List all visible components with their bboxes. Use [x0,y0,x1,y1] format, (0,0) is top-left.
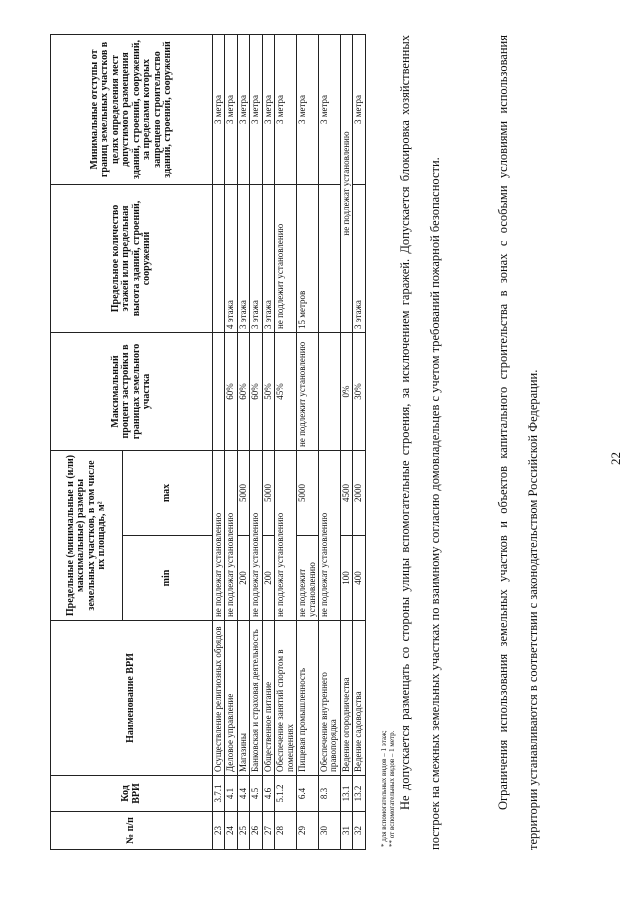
cell-percent: 45% [275,332,297,450]
cell-percent: 60% [250,332,262,450]
cell-code: 4.1 [225,776,237,812]
cell-percent: 50% [262,332,274,450]
cell-size-merged: не подлежат установлению [275,450,297,620]
table-row [340,34,352,849]
cell-no: 29 [297,812,319,850]
cell-floors: 15 метров [297,184,319,332]
cell-size-merged: не подлежат установлению [213,450,225,620]
cell-name: Банковская и страховая деятельность [250,621,262,776]
footnote: * для вспомогательных видов – 1 этаж; [380,730,388,847]
cell-floors [318,184,340,332]
header-percent: Максимальный процент застройки в границах земельного участка [51,332,213,450]
cell-percent: 0% [340,332,352,450]
cell-percent: не подлежит установлению [297,332,319,450]
header-floors: Предельное количество этажей или предельная высота зданий, строений, сооружений [51,184,213,332]
table-row [250,34,262,849]
header-min: min [123,536,213,621]
paragraph-restrictions-structures: Не допускается размещать со стороны улицы вспомогательные строения, за исключением гаражей. Допускается блокировка хозяйственных построек на смежных земельных участках по взаимному согласию домовладельцев с учетом требований пожарной безопасности. [398,35,442,850]
cell-floors: не подлежит установлению [275,184,297,332]
cell-name: Ведение огородничества [340,621,352,776]
table-row [297,34,319,849]
header-setback: Минимальные отступы от границ земельных участков в целях определения мест допустимого размещения зданий, строений, сооружений, за пределами которых запрещено строительство зданий, строений, сооружений [51,34,213,184]
cell-name: Ведение садоводства [353,621,365,776]
header-name: Наименование ВРИ [51,621,213,776]
cell-size-merged: не подлежат установлению [318,450,340,620]
table-row [353,34,365,849]
cell-percent [318,332,340,450]
cell-code: 4.6 [262,776,274,812]
cell-max: 5000 [297,450,319,535]
cell-percent: 60% [237,332,249,450]
cell-name: Обеспечение занятий спортом в помещениях [275,621,297,776]
cell-code: 4.5 [250,776,262,812]
cell-name: Пищевая промышленность [297,621,319,776]
cell-code: 13.1 [340,776,352,812]
cell-min: 400 [353,536,365,621]
cell-size-merged: не подлежат установлению [225,450,237,620]
cell-min: 100 [340,536,352,621]
cell-code: 4.4 [237,776,249,812]
table-row [262,34,274,849]
cell-size-merged: не подлежат установлению [250,450,262,620]
cell-min: не подлежит установлению [297,536,319,621]
cell-name: Деловое управление [225,621,237,776]
cell-min: 200 [237,536,249,621]
cell-percent: 30% [353,332,365,450]
cell-no: 27 [262,812,274,850]
cell-setback: 3 метра [353,34,365,184]
cell-setback: 3 метра [275,34,297,184]
table-row [213,34,225,849]
cell-floors-setback-merged: не подлежат установлению [340,34,352,332]
table-row [225,34,237,849]
cell-floors: 4 этажа [225,184,237,332]
cell-setback: 3 метра [250,34,262,184]
cell-name: Осуществление религиозных обрядов [213,621,225,776]
header-max: max [123,450,213,535]
header-no: № п/п [51,812,213,850]
cell-no: 26 [250,812,262,850]
cell-no: 23 [213,812,225,850]
zoning-parameters-table [50,34,366,850]
page-number: 22 [608,452,623,465]
cell-setback: 3 метра [225,34,237,184]
cell-min: 200 [262,536,274,621]
cell-setback: 3 метра [213,34,225,184]
header-size-group: Предельные (минимальные и (или) максимальные) размеры земельных участков, в том числе их площадь, м² [51,450,123,620]
cell-code: 3.7.1 [213,776,225,812]
cell-floors: 3 этажа [262,184,274,332]
cell-code: 8.3 [318,776,340,812]
table-row [275,34,297,849]
cell-setback: 3 метра [318,34,340,184]
cell-setback: 3 метра [237,34,249,184]
cell-name: Общественное питание [262,621,274,776]
cell-no: 32 [353,812,365,850]
cell-name: Обеспечение внутреннего правопорядка [318,621,340,776]
cell-floors [213,184,225,332]
cell-no: 24 [225,812,237,850]
cell-floors: 3 этажа [237,184,249,332]
footnote: ** от вспомогательных видов – 1 метр. [388,730,397,847]
cell-max: 2000 [353,450,365,535]
cell-setback: 3 метра [262,34,274,184]
paragraph-restrictions-zones: Ограничения использования земельных участков и объектов капитального строительства в зонах с особыми условиями использования территории устанавливаются в соответствии с законодательством Российской Федерации. [496,35,540,850]
cell-floors: 3 этажа [353,184,365,332]
cell-max: 4500 [340,450,352,535]
cell-max: 5000 [237,450,249,535]
table-row [237,34,249,849]
cell-floors: 3 этажа [250,184,262,332]
cell-code: 13.2 [353,776,365,812]
cell-no: 25 [237,812,249,850]
cell-max: 5000 [262,450,274,535]
cell-no: 31 [340,812,352,850]
cell-setback: 3 метра [297,34,319,184]
cell-no: 30 [318,812,340,850]
cell-name: Магазины [237,621,249,776]
cell-no: 28 [275,812,297,850]
cell-code: 5.1.2 [275,776,297,812]
cell-percent: 60% [225,332,237,450]
cell-code: 6.4 [297,776,319,812]
header-code: Код ВРИ [51,776,213,812]
table-row [318,34,340,849]
cell-percent [213,332,225,450]
